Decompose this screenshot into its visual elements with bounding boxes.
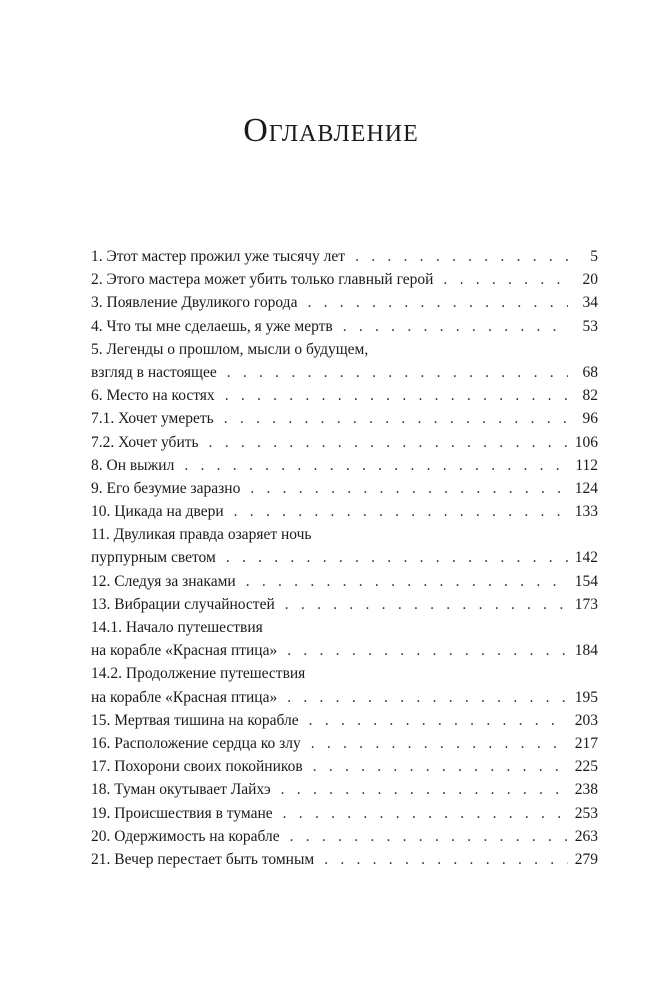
dot-leader bbox=[250, 477, 568, 500]
dot-leader bbox=[224, 407, 568, 430]
toc-line bbox=[91, 802, 598, 825]
toc-entry bbox=[91, 778, 598, 801]
toc-entry-title: 11. Двуликая правда озаряет ночь bbox=[91, 526, 312, 544]
toc-entry-title: на корабле «Красная птица» bbox=[91, 642, 278, 660]
toc-page-number: 184 bbox=[574, 642, 598, 660]
toc-page-number: 263 bbox=[574, 827, 598, 845]
dot-leader bbox=[311, 732, 568, 755]
toc-entry-title: 4. Что ты мне сделаешь, я уже мертв bbox=[91, 317, 333, 335]
toc-entry bbox=[91, 454, 598, 477]
toc-entry bbox=[91, 732, 598, 755]
dot-leader bbox=[234, 500, 568, 523]
toc-entry-title: 10. Цикада на двери bbox=[91, 503, 224, 521]
toc-entry-title: 19. Происшествия в тумане bbox=[91, 804, 273, 822]
toc-page-number: 68 bbox=[582, 363, 598, 381]
toc-entry-title: 20. Одержимость на корабле bbox=[91, 827, 280, 845]
toc-line bbox=[91, 245, 598, 268]
dot-leader bbox=[355, 245, 568, 268]
toc-line bbox=[91, 825, 598, 848]
toc-page-number: 154 bbox=[574, 572, 598, 590]
toc-entry-title: 14.2. Продолжение путешествия bbox=[91, 665, 306, 683]
toc-entry-title: взгляд в настоящее bbox=[91, 363, 217, 381]
toc-entry-title: 13. Вибрации случайностей bbox=[91, 595, 275, 613]
toc-page-number: 225 bbox=[574, 758, 598, 776]
dot-leader bbox=[287, 639, 568, 662]
toc-entry-title: 12. Следуя за знаками bbox=[91, 572, 236, 590]
dot-leader bbox=[290, 825, 568, 848]
toc-entry bbox=[91, 523, 598, 569]
toc-line bbox=[91, 268, 598, 291]
toc-entry bbox=[91, 755, 598, 778]
toc-page-number: 96 bbox=[582, 410, 598, 428]
toc-page-number: 53 bbox=[582, 317, 598, 335]
toc-page-number: 5 bbox=[590, 248, 598, 265]
toc-line bbox=[91, 848, 598, 871]
toc-entry bbox=[91, 616, 598, 662]
toc-line bbox=[91, 639, 598, 662]
toc-entry bbox=[91, 268, 598, 291]
toc-page-number: 112 bbox=[575, 456, 598, 474]
dot-leader bbox=[283, 802, 568, 825]
toc-line bbox=[91, 431, 598, 454]
dot-leader bbox=[184, 454, 568, 477]
toc-entry-title: 6. Место на костях bbox=[91, 387, 215, 405]
toc-entry-title: 7.2. Хочет убить bbox=[91, 433, 199, 451]
page-title: Оглавление bbox=[243, 112, 419, 149]
toc-line bbox=[91, 593, 598, 616]
toc-entry bbox=[91, 570, 598, 593]
toc-line bbox=[91, 570, 598, 593]
dot-leader bbox=[307, 291, 568, 314]
toc-entry-title: 3. Появление Двуликого города bbox=[91, 294, 298, 312]
dot-leader bbox=[443, 268, 568, 291]
toc-line bbox=[91, 315, 598, 338]
toc-entry bbox=[91, 802, 598, 825]
toc-line bbox=[91, 500, 598, 523]
toc-entry bbox=[91, 500, 598, 523]
toc-entry bbox=[91, 245, 598, 268]
toc-page-number: 82 bbox=[582, 387, 598, 405]
toc-line bbox=[91, 755, 598, 778]
dot-leader bbox=[209, 431, 568, 454]
toc-page-number: 195 bbox=[574, 688, 598, 706]
toc-page-number: 173 bbox=[574, 595, 598, 613]
toc-entry-title: 21. Вечер перестает быть томным bbox=[91, 850, 315, 868]
dot-leader bbox=[324, 848, 568, 871]
toc-entry-title: 8. Он выжил bbox=[91, 456, 175, 474]
toc-entry-title: 2. Этого мастера может убить только главный герой bbox=[91, 271, 434, 289]
toc-entry bbox=[91, 431, 598, 454]
dot-leader bbox=[225, 384, 568, 407]
toc-entry bbox=[91, 593, 598, 616]
dot-leader bbox=[343, 315, 568, 338]
dot-leader bbox=[246, 570, 568, 593]
toc-entry-title: 7.1. Хочет умереть bbox=[91, 410, 214, 428]
toc-entry-title: 1. Этот мастер прожил уже тысячу лет bbox=[91, 248, 346, 265]
dot-leader bbox=[313, 755, 568, 778]
dot-leader bbox=[281, 778, 568, 801]
toc-line bbox=[91, 291, 598, 314]
toc-line bbox=[91, 686, 598, 709]
toc-line bbox=[91, 477, 598, 500]
toc-entry bbox=[91, 825, 598, 848]
toc-entry bbox=[91, 662, 598, 708]
toc-entry-title: 9. Его безумие заразно bbox=[91, 479, 241, 497]
toc-entry bbox=[91, 477, 598, 500]
toc-page-number: 20 bbox=[582, 271, 598, 289]
toc-entry bbox=[91, 338, 598, 384]
toc-line bbox=[91, 407, 598, 430]
dot-leader bbox=[287, 686, 568, 709]
toc-page-number: 124 bbox=[574, 479, 598, 497]
toc-entry-title: 17. Похорони своих покойников bbox=[91, 758, 303, 776]
toc-page-number: 203 bbox=[574, 711, 598, 729]
toc-page-number: 133 bbox=[574, 503, 598, 521]
toc-entry-title: пурпурным светом bbox=[91, 549, 216, 567]
toc-page-number: 238 bbox=[574, 781, 598, 799]
toc-page-number: 217 bbox=[574, 734, 598, 752]
toc-entry bbox=[91, 315, 598, 338]
toc-page-number: 142 bbox=[574, 549, 598, 567]
dot-leader bbox=[226, 546, 568, 569]
toc-entry-title: 5. Легенды о прошлом, мысли о будущем, bbox=[91, 340, 369, 358]
toc-line bbox=[91, 732, 598, 755]
toc-entry bbox=[91, 848, 598, 871]
toc-page-number: 253 bbox=[574, 804, 598, 822]
dot-leader bbox=[285, 593, 568, 616]
toc-line bbox=[91, 454, 598, 477]
table-of-contents bbox=[91, 245, 598, 871]
toc-entry-title: 18. Туман окутывает Лайхэ bbox=[91, 781, 271, 799]
toc-line bbox=[91, 546, 598, 569]
toc-entry-title: 16. Расположение сердца ко злу bbox=[91, 734, 301, 752]
toc-page-number: 34 bbox=[582, 294, 598, 312]
toc-entry bbox=[91, 384, 598, 407]
toc-entry-title: 14.1. Начало путешествия bbox=[91, 619, 263, 636]
toc-entry bbox=[91, 407, 598, 430]
toc-page-number: 279 bbox=[574, 850, 598, 868]
toc-entry bbox=[91, 709, 598, 732]
toc-line bbox=[91, 361, 598, 384]
dot-leader bbox=[227, 361, 568, 384]
toc-entry-title: 15. Мертвая тишина на корабле bbox=[91, 711, 299, 729]
toc-entry-title: на корабле «Красная птица» bbox=[91, 688, 278, 706]
dot-leader bbox=[309, 709, 568, 732]
toc-line bbox=[91, 709, 598, 732]
toc-line bbox=[91, 778, 598, 801]
toc-entry bbox=[91, 291, 598, 314]
toc-line bbox=[91, 384, 598, 407]
toc-page-number: 106 bbox=[574, 433, 598, 451]
